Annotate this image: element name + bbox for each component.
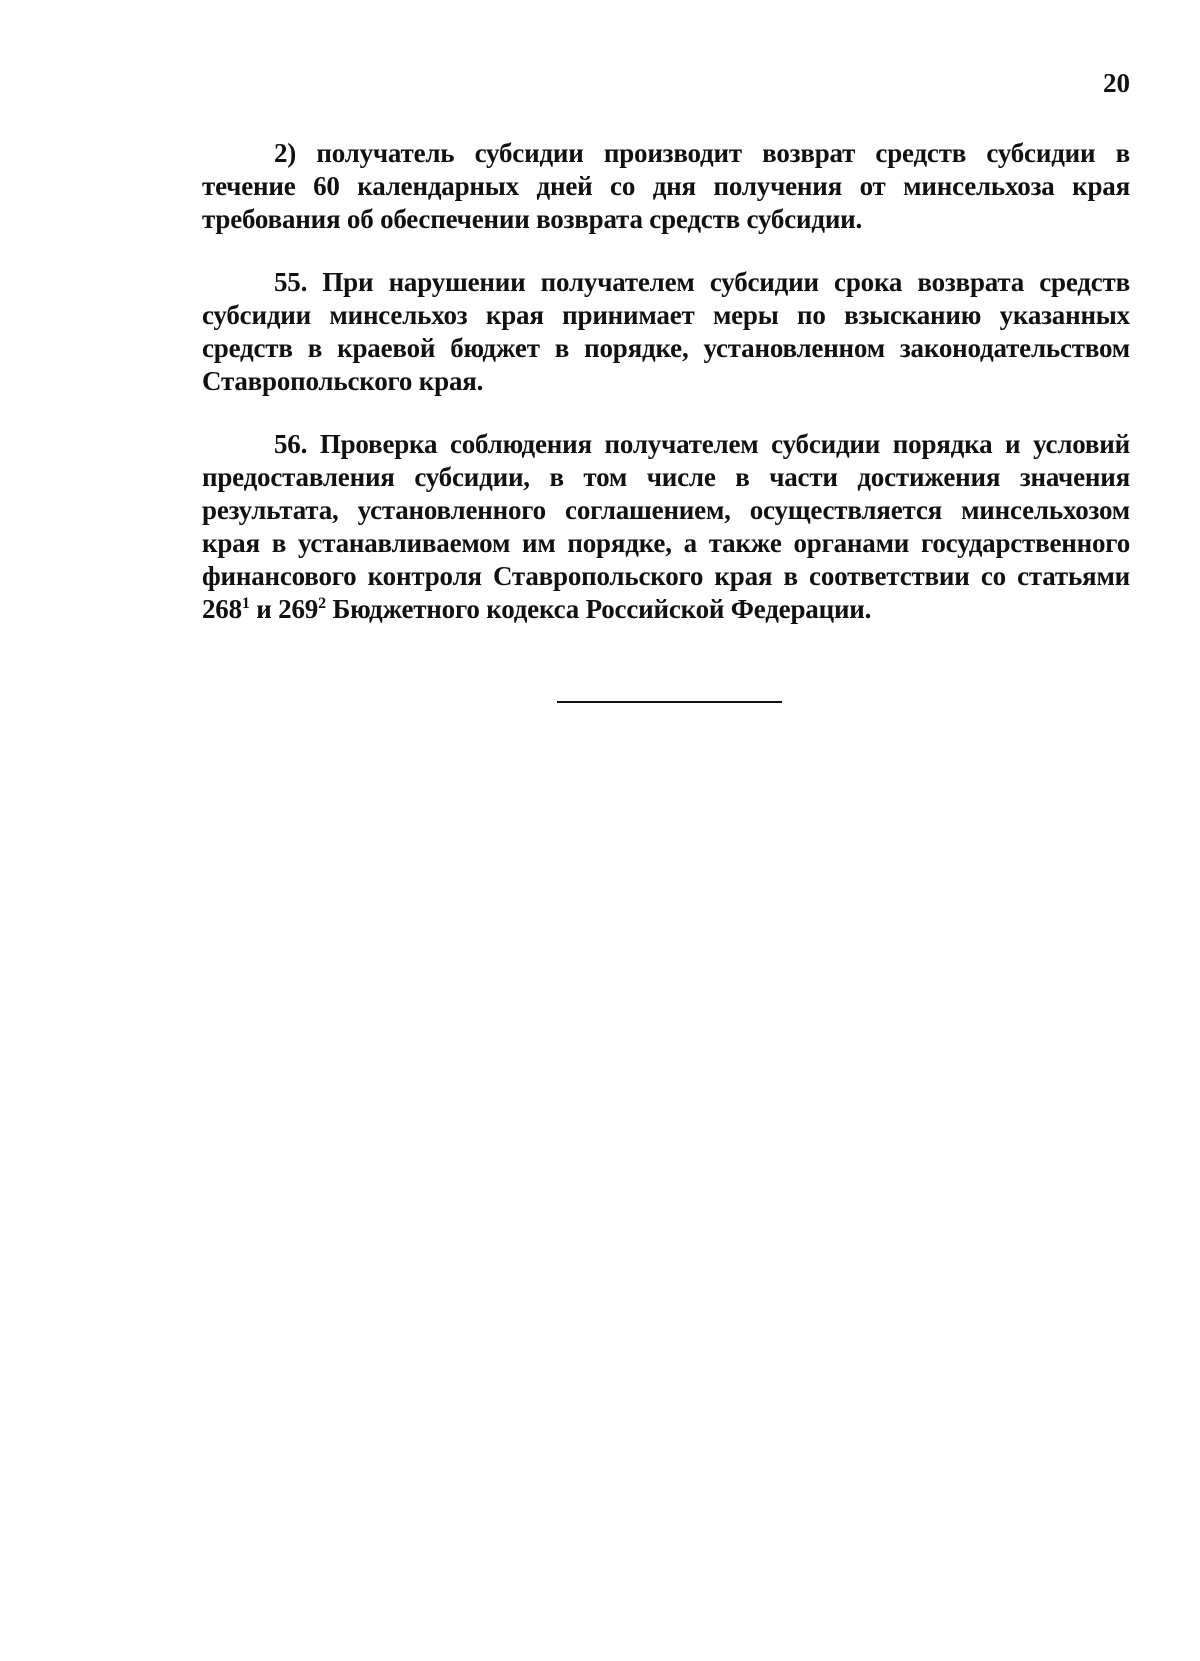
paragraph-55: 55. При нарушении получателем субсидии срока возврата средств субсидии минсельхоз края принимает меры по взысканию указанных средств в краевой бюджет в порядке, установленном законодательством Ставропольского края. bbox=[202, 267, 1130, 396]
paragraph-56 bbox=[202, 428, 1130, 626]
paragraph-56-text-after: Бюджетного кодекса Российской Федерации. bbox=[325, 594, 872, 624]
end-divider-line bbox=[557, 701, 782, 703]
document-body bbox=[202, 137, 1130, 626]
paragraph-56-text-before: 56. Проверка соблюдения получателем субсидии порядка и условий предоставления субсидии, в том числе в части достижения значения результата, установленного соглашением, осуществляется минсельхозом края в устанавливаемом им порядке, а также органами государственного финансового контроля Ставропольского края в соответствии со статьями 268 bbox=[202, 429, 1130, 624]
article-268-superscript: 1 bbox=[241, 595, 250, 612]
article-269-superscript: 2 bbox=[318, 595, 326, 612]
paragraph-subsidy-return: 2) получатель субсидии производит возврат средств субсидии в течение 60 календарных дней со дня получения от минсельхоза края требования об обеспечении возврата средств субсидии. bbox=[202, 138, 1130, 234]
paragraph-56-text-mid: и 269 bbox=[249, 594, 319, 624]
page-number: 20 bbox=[1103, 68, 1130, 98]
